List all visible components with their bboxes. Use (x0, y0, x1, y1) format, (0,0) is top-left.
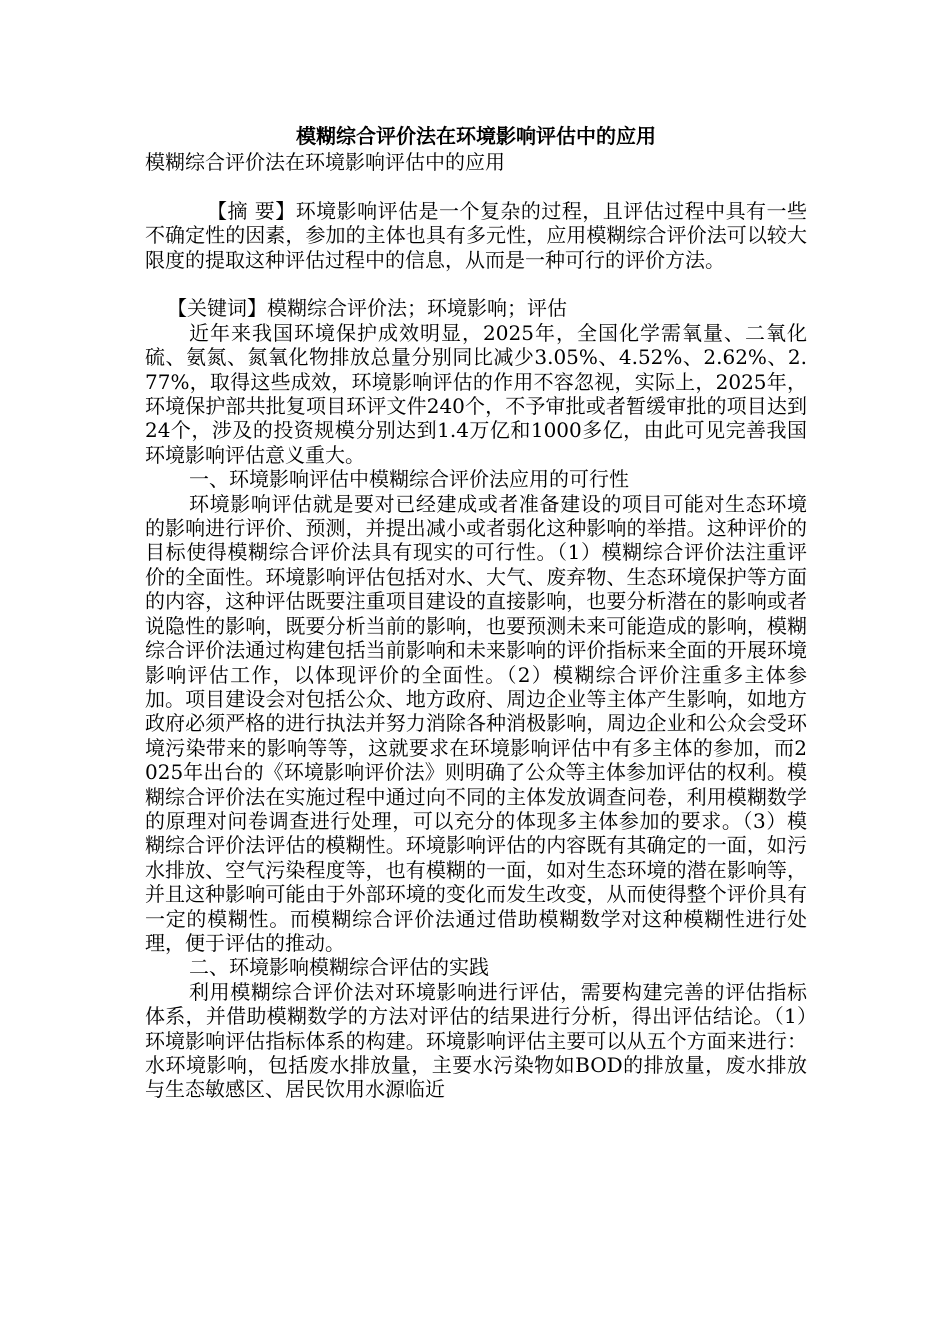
document-subtitle: 模糊综合评价法在环境影响评估中的应用 (145, 150, 505, 174)
keywords-line: 【关键词】模糊综合评价法；环境影响；评估 (167, 296, 567, 321)
blank-line (145, 174, 807, 198)
abstract-paragraph: 【摘 要】环境影响评估是一个复杂的过程，且评估过程中具有一些不确定性的因素，参加的主体也具有多元性，应用模糊综合评价法可以较大限度的提取这种评估过程中的信息，从而是一种可行的评价方法。 (145, 198, 807, 272)
document-page (145, 124, 807, 1102)
section-heading: 二、环境影响模糊综合评估的实践 (189, 955, 489, 980)
document-title: 模糊综合评价法在环境影响评估中的应用 (296, 124, 656, 148)
body-paragraph: 环境影响评估就是要对已经建成或者准备建设的项目可能对生态环境的影响进行评价、预测，并提出减小或者弱化这种影响的举措。这种评价的目标使得模糊综合评价法具有现实的可行性。（1）模糊综合评价法注重评价的全面性。环境影响评估包括对水、大气、废弃物、生态环境保护等方面的内容，这种评估既要注重项目建设的直接影响，也要分析潜在的影响或者说隐性的影响，既要分析当前的影响，也要预测未来可能造成的影响，模糊综合评价法通过构建包括当前影响和未来影响的评价指标来全面的开展环境影响评估工作，以体现评价的全面性。（2）模糊综合评价注重多主体参加。项目建设会对包括公众、地方政府、周边企业等主体产生影响，如地方政府必须严格的进行执法并努力消除各种消极影响，周边企业和公众会受环境污染带来的影响等等，这就要求在环境影响评估中有多主体的参加，而2025年出台的《环境影响评价法》则明确了公众等主体参加评估的权利。模糊综合评价法在实施过程中通过向不同的主体发放调查问卷，利用模糊数学的原理对问卷调查进行处理，可以充分的体现多主体参加的要求。（3）模糊综合评价法评估的模糊性。环境影响评估的内容既有其确定的一面，如污水排放、空气污染程度等，也有模糊的一面，如对生态环境的潜在影响等，并且这种影响可能由于外部环境的变化而发生改变，从而使得整个评价具有一定的模糊性。而模糊综合评价法通过借助模糊数学对这种模糊性进行处理，便于评估的推动。 (145, 491, 807, 955)
body-paragraph: 近年来我国环境保护成效明显，2025年，全国化学需氧量、二氧化硫、氨氮、氮氧化物排放总量分别同比减少3.05%、4.52%、2.62%、2.77%，取得这些成效，环境影响评估的作用不容忽视，实际上，2025年，环境保护部共批复项目环评文件240个，不予审批或者暂缓审批的项目达到24个，涉及的投资规模分别达到1.4万亿和1000多亿，由此可见完善我国环境影响评估意义重大。 (145, 320, 807, 467)
section-heading: 一、环境影响评估中模糊综合评价法应用的可行性 (189, 467, 629, 492)
body-paragraph: 利用模糊综合评价法对环境影响进行评估，需要构建完善的评估指标体系，并借助模糊数学的方法对评估的结果进行分析，得出评估结论。（1）环境影响评估指标体系的构建。环境影响评估主要可以从五个方面来进行：水环境影响，包括废水排放量，主要水污染物如BOD的排放量，废水排放与生态敏感区、居民饮用水源临近 (145, 979, 807, 1102)
blank-line (145, 272, 807, 296)
